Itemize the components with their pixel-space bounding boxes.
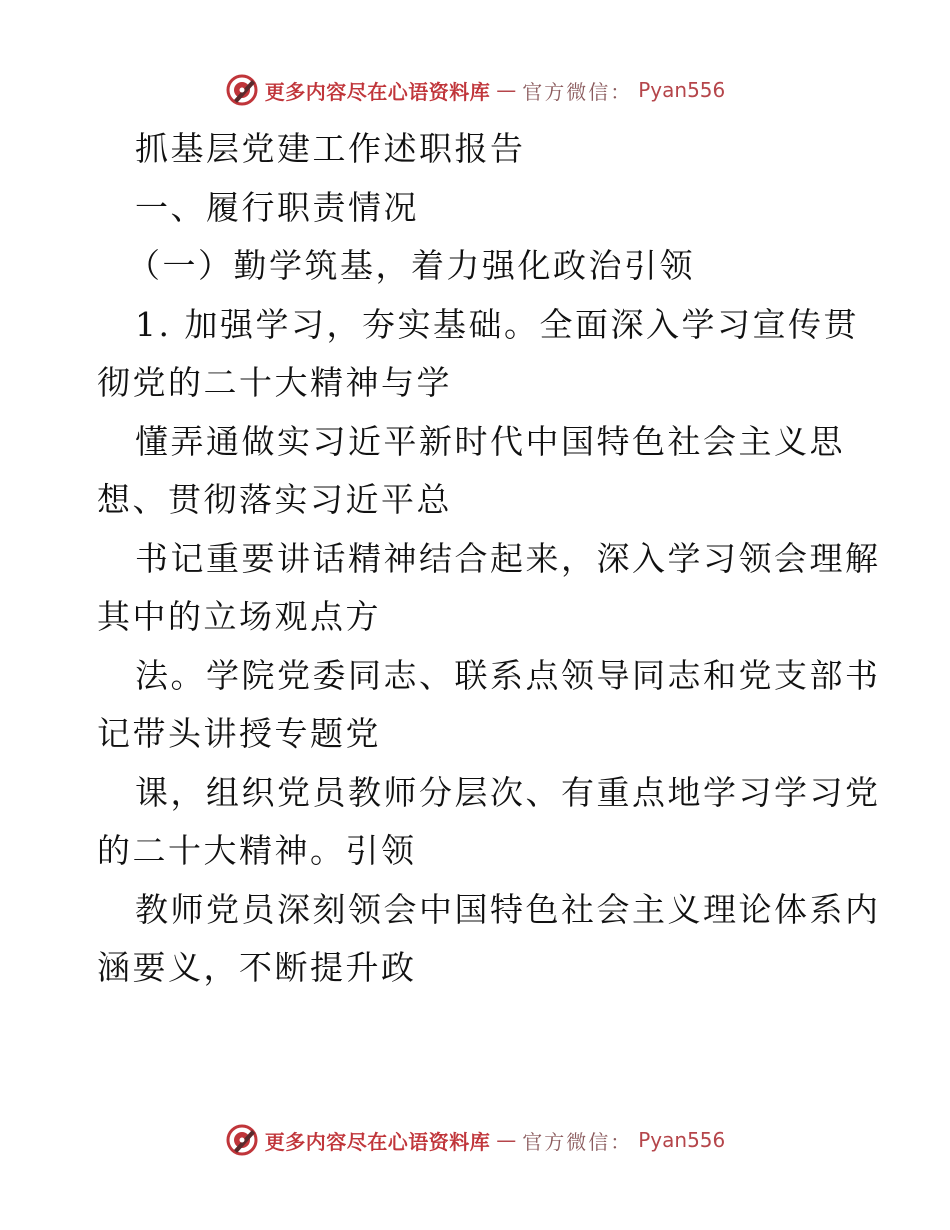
paragraph-line: 教师党员深刻领会中国特色社会主义理论体系内 — [135, 889, 881, 929]
paragraph-line: 课，组织党员教师分层次、有重点地学习学习党 — [135, 772, 881, 812]
section-heading: 一、履行职责情况 — [135, 187, 419, 227]
banner-wechat-id: Pyan556 — [638, 78, 726, 102]
pen-logo-icon — [225, 1123, 259, 1157]
paragraph-line: 记带头讲授专题党 — [97, 714, 381, 753]
banner-wechat-id: Pyan556 — [638, 1128, 726, 1152]
paragraph-line: 的二十大精神。引领 — [97, 831, 417, 870]
banner-dash: — — [496, 78, 517, 102]
banner-main-text: 更多内容尽在心语资料库 — [264, 79, 491, 104]
banner-label: 官方微信： — [522, 1129, 633, 1154]
paragraph-line: 想、贯彻落实习近平总 — [97, 480, 452, 519]
paragraph-line: 法。学院党委同志、联系点领导同志和党支部书 — [135, 655, 881, 695]
paragraph-line: 懂弄通做实习近平新时代中国特色社会主义思 — [135, 421, 845, 461]
pen-logo-icon — [225, 73, 259, 107]
subsection-heading: （一）勤学筑基，着力强化政治引领 — [127, 246, 695, 285]
banner-main-text: 更多内容尽在心语资料库 — [264, 1129, 491, 1154]
document-body — [97, 120, 881, 998]
banner-label: 官方微信： — [522, 79, 633, 104]
paragraph-line: 书记重要讲话精神结合起来，深入学习领会理解 — [135, 538, 881, 578]
paragraph-line: 涵要义，不断提升政 — [97, 948, 417, 987]
footer-banner — [0, 1120, 950, 1160]
paragraph-line: 其中的立场观点方 — [97, 597, 381, 636]
paragraph-line: 1. 加强学习，夯实基础。全面深入学习宣传贯 — [135, 304, 859, 344]
paragraph-line: 彻党的二十大精神与学 — [97, 363, 452, 402]
document-title: 抓基层党建工作述职报告 — [135, 129, 526, 168]
banner-dash: — — [496, 1128, 517, 1152]
header-banner — [0, 70, 950, 110]
